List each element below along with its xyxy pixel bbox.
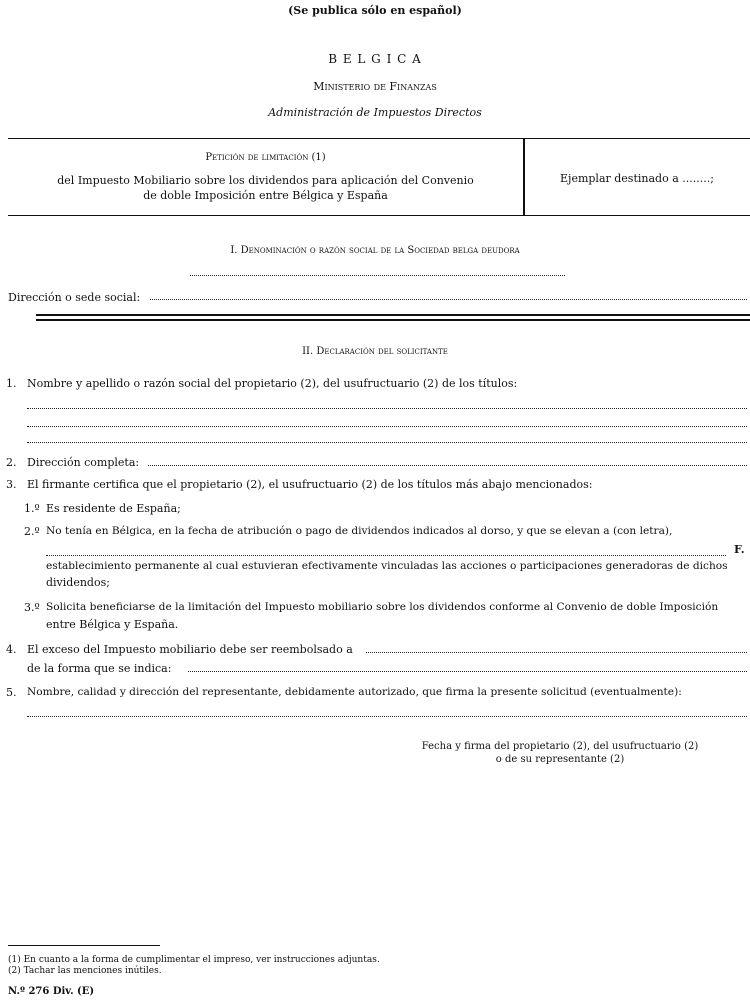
address-field[interactable]: [150, 299, 747, 300]
refund-method-field[interactable]: [188, 671, 747, 672]
sub-2-line-3: dividendos;: [46, 576, 110, 589]
item-4-number: 4.: [6, 643, 17, 656]
item-1-label: Nombre y apellido o razón social del propietario (2), del usufructuario (2) de los títulos:: [27, 377, 518, 390]
sub-2-line-2: establecimiento permanente al cual estuvieran efectivamente vinculadas las acciones o participaciones generadoras de dichos: [46, 560, 728, 572]
petition-line-2: de doble Imposición entre Bélgica y España: [143, 189, 388, 202]
section-rule-top: [36, 314, 750, 316]
signature-line-1: Fecha y firma del propietario (2), del usufructuario (2): [421, 741, 699, 752]
footnote-rule: [8, 945, 160, 946]
sub-1-label: Es residente de España;: [46, 502, 181, 515]
sub-3-line-1: Solicita beneficiarse de la limitación del Impuesto mobiliario sobre los dividendos conforme al Convenio de doble Imposición: [46, 601, 719, 613]
sub-2-number: 2.º: [24, 525, 40, 538]
representant-field[interactable]: [27, 716, 747, 717]
footnote-2: (2) Tachar las menciones inútiles.: [8, 966, 162, 976]
country-title: B E L G I C A: [328, 52, 422, 66]
item-4-label-line-1: El exceso del Impuesto mobiliario debe ser reembolsado a: [27, 643, 353, 656]
administration-name: Administración de Impuestos Directos: [268, 106, 482, 119]
title-box-divider: [523, 138, 525, 216]
item-3-label: El firmante certifica que el propietario (2), el usufructuario (2) de los títulos más abajo mencionados:: [27, 478, 593, 491]
item-2-number: 2.: [6, 456, 17, 469]
sub-2-line-1: No tenía en Bélgica, en la fecha de atribución o pago de dividendos indicados al dorso, y que se elevan a (con letra),: [46, 525, 673, 537]
refund-recipient-field[interactable]: [366, 652, 747, 653]
item-2-label: Dirección completa:: [27, 456, 140, 469]
item-3-number: 3.: [6, 478, 17, 491]
sub-1-number: 1.º: [24, 502, 40, 515]
section-1-heading: I. Denominación o razón social de la Sociedad belga deudora: [230, 245, 520, 256]
copy-destination: Ejemplar destinado a ........;: [560, 172, 714, 185]
item-1-number: 1.: [6, 377, 17, 390]
dividend-amount-field[interactable]: [46, 555, 726, 556]
sub-3-number: 3.º: [24, 601, 40, 614]
section-2-heading: II. Declaración del solicitante: [302, 346, 448, 357]
full-address-field[interactable]: [148, 465, 747, 466]
section-rule-bottom: [36, 319, 750, 321]
currency-label: F.: [734, 543, 745, 556]
form-number: N.º 276 Div. (E): [8, 986, 95, 997]
petition-line-1: del Impuesto Mobiliario sobre los dividendos para aplicación del Convenio: [57, 174, 474, 187]
footnote-1: (1) En cuanto a la forma de cumplimentar el impreso, ver instrucciones adjuntas.: [8, 955, 380, 965]
address-label: Dirección o sede social:: [8, 291, 141, 304]
ministry-name: Ministerio de Finanzas: [313, 80, 437, 93]
sub-3-line-2: entre Bélgica y España.: [46, 618, 179, 631]
owner-name-line-2[interactable]: [27, 426, 747, 427]
company-name-field[interactable]: [190, 275, 565, 276]
item-4-label-line-2: de la forma que se indica:: [27, 662, 172, 675]
owner-name-line-3[interactable]: [27, 442, 747, 443]
item-5-label: Nombre, calidad y dirección del representante, debidamente autorizado, que firma la presente solicitud (eventualmente):: [27, 686, 682, 698]
publication-note: (Se publica sólo en español): [288, 4, 462, 17]
owner-name-line-1[interactable]: [27, 408, 747, 409]
item-5-number: 5.: [6, 686, 17, 699]
signature-line-2: o de su representante (2): [495, 754, 625, 765]
petition-heading: Petición de limitación (1): [205, 152, 326, 163]
